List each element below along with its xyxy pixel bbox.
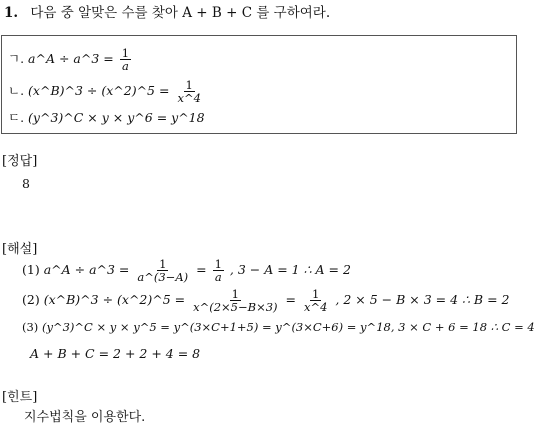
explanation-line-1-frac-2-den: a	[214, 270, 222, 285]
answer-label: [정답]	[2, 154, 38, 169]
explanation-line-2-frac-2-den: x^4	[303, 300, 328, 315]
explanation-line-2-frac-1-num: 1	[231, 287, 239, 301]
explanation-line-2-pre: (x^B)^3 ÷ (x^2)^5 =	[43, 292, 186, 308]
explanation-line-2	[22, 288, 510, 313]
choice-a	[8, 47, 133, 72]
hint-text: 지수법칙을 이용한다.	[24, 410, 146, 425]
choice-a-frac-num: 1	[121, 46, 130, 60]
explanation-line-1-frac-1-num: 1	[159, 257, 167, 271]
choice-c-marker: ㄷ.	[8, 110, 25, 125]
choice-b-fraction	[175, 79, 202, 104]
problem-number: 1.	[4, 5, 19, 21]
explanation-line-1	[22, 258, 351, 283]
explanation-line-2-frac-2	[302, 288, 329, 313]
explanation-line-2-frac-1	[191, 288, 279, 313]
explanation-line-3-id: (3)	[22, 320, 39, 334]
explanation-line-1-pre: a^A ÷ a^3 =	[43, 262, 130, 278]
explanation-line-2-mid: =	[285, 292, 296, 308]
choice-b-frac-num: 1	[185, 78, 193, 92]
choice-a-lhs: a^A ÷ a^3 =	[28, 51, 114, 67]
choice-c	[8, 108, 205, 126]
choice-b-frac-den: x^4	[177, 91, 201, 106]
choice-b-marker: ㄴ.	[8, 83, 25, 99]
hint-label: [힌트]	[2, 390, 38, 405]
explanation-line-3-pre: (y^3)^C × y × y^5 = y^(3×C+1+5) = y^(3×C+6) = y^18, 3 × C + 6 = 18 ∴ C = 4	[41, 320, 535, 334]
choice-b-lhs: (x^B)^3 ÷ (x^2)^5 =	[28, 83, 170, 99]
choice-c-lhs: (y^3)^C × y × y^6 = y^18	[28, 110, 205, 125]
explanation-line-1-id: (1)	[22, 262, 40, 278]
explanation-line-1-post: , 3 − A = 1 ∴ A = 2	[229, 262, 351, 278]
choice-b	[8, 79, 205, 104]
explanation-label: [해설]	[2, 242, 38, 257]
choice-a-fraction	[120, 47, 131, 72]
choice-a-marker: ㄱ.	[8, 51, 25, 67]
explanation-line-1-frac-2-num: 1	[214, 257, 222, 271]
explanation-line-1-frac-1-den: a^(3−A)	[137, 270, 189, 285]
explanation-sum: A + B + C = 2 + 2 + 4 = 8	[30, 346, 201, 361]
explanation-line-1-mid: =	[196, 262, 207, 278]
explanation-line-2-frac-2-num: 1	[312, 287, 320, 301]
answer-value: 8	[22, 176, 30, 191]
explanation-line-3	[22, 320, 535, 334]
problem-title	[4, 1, 330, 21]
problem-text: 다음 중 알맞은 수를 찾아 A + B + C 를 구하여라.	[30, 5, 331, 21]
choice-a-frac-den: a	[121, 59, 129, 74]
explanation-line-1-frac-2	[213, 258, 224, 283]
explanation-line-2-id: (2)	[22, 292, 40, 308]
explanation-line-2-post: , 2 × 5 − B × 3 = 4 ∴ B = 2	[335, 292, 510, 308]
explanation-line-1-frac-1	[135, 258, 190, 283]
explanation-line-2-frac-1-den: x^(2×5−B×3)	[193, 300, 278, 315]
